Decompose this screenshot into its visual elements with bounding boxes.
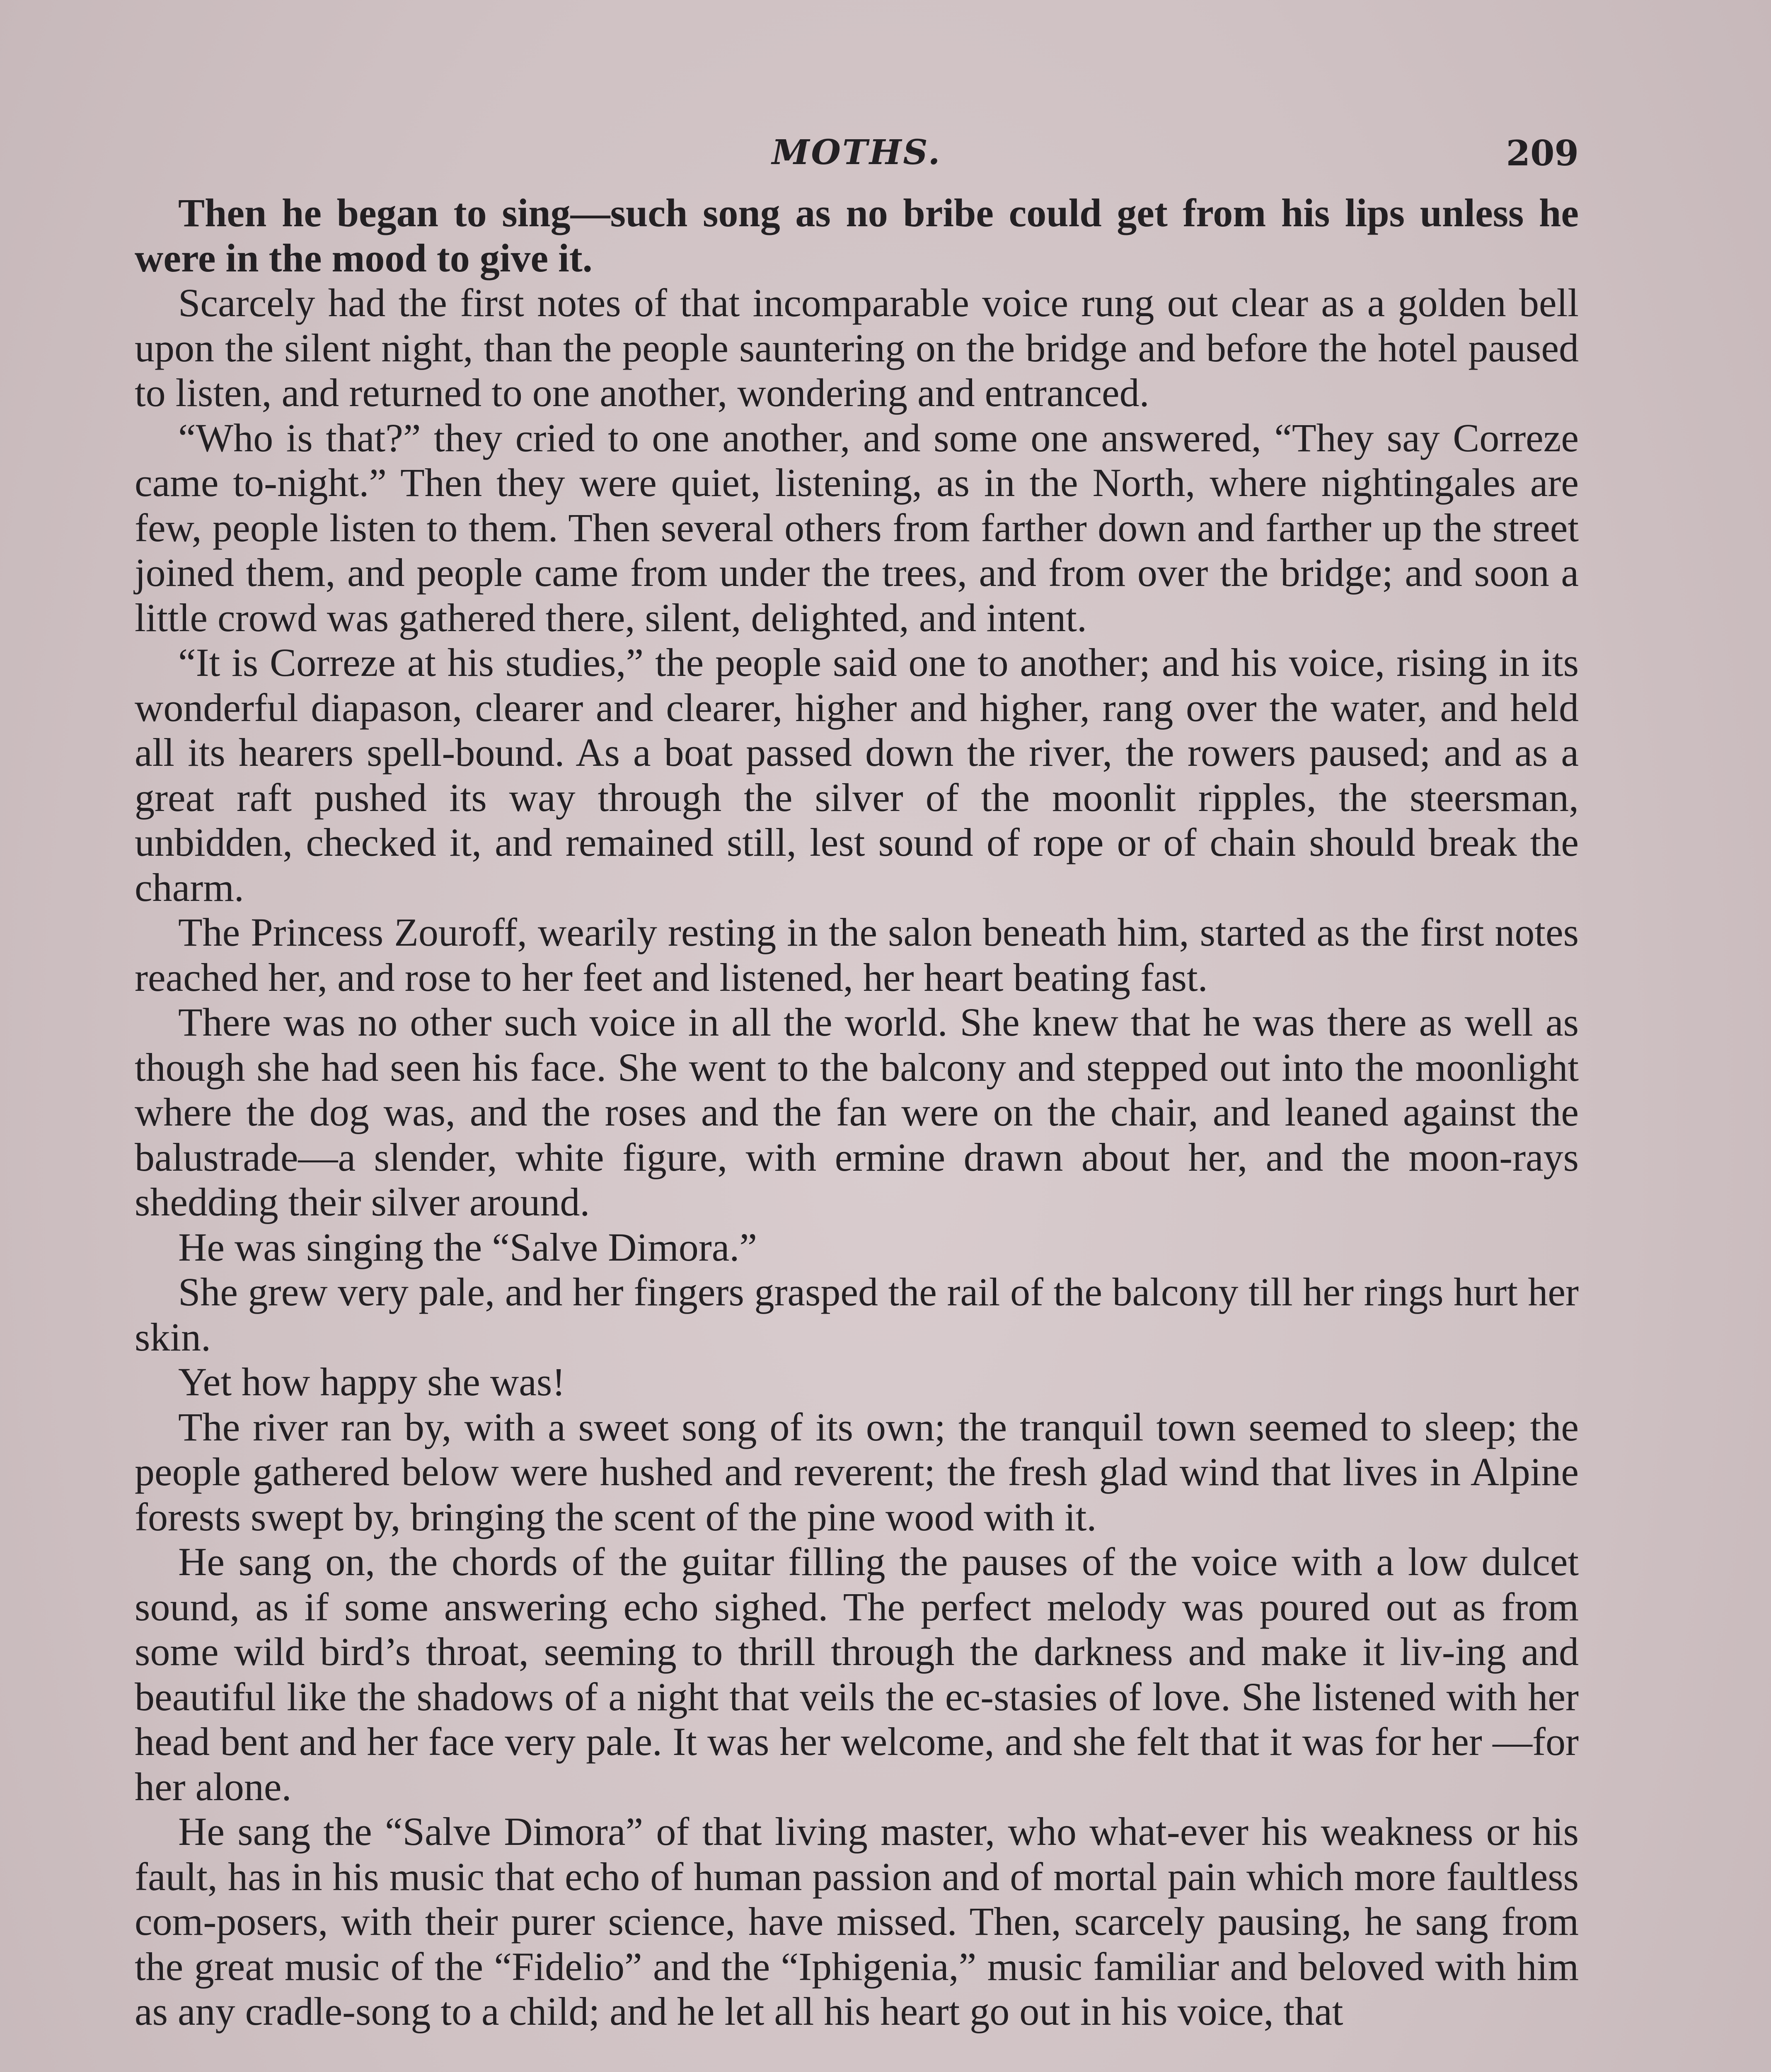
paragraph: “Who is that?” they cried to one another, and some one answered, “They say Correze came to-night.” Then they were quiet, listening, as in the North, where nightingales are few, people listen to them. Then several others from farther down and farther up the street joined them, and people came from under the trees, and from over the bridge; and soon a little crowd was gathered there, silent, delighted, and intent. xyxy=(135,415,1579,640)
page-number: 209 xyxy=(1506,133,1579,174)
page-content xyxy=(135,124,1579,2034)
paragraph: The Princess Zouroff, wearily resting in the salon beneath him, started as the first notes reached her, and rose to her feet and listened, her heart beating fast. xyxy=(135,910,1579,1000)
running-title: MOTHS. xyxy=(772,133,942,172)
paragraph: There was no other such voice in all the world. She knew that he was there as well as though she had seen his face. She went to the balcony and stepped out into the moonlight where the dog was, and the roses and the fan were on the chair, and leaned against the balustrade—a slender, white figure, with ermine drawn about her, and the moon-rays shedding their silver around. xyxy=(135,1000,1579,1224)
paragraph: She grew very pale, and her fingers grasped the rail of the balcony till her rings hurt her skin. xyxy=(135,1270,1579,1359)
paragraph: He sang the “Salve Dimora” of that living master, who what-ever his weakness or his fault, has in his music that echo of human passion and of mortal pain which more faultless com-posers, with their purer science, have missed. Then, scarcely pausing, he sang from the great music of the “Fidelio” and the “Iphigenia,” music familiar and beloved with him as any cradle-song to a child; and he let all his heart go out in his voice, that xyxy=(135,1809,1579,2033)
paragraph: Then he began to sing—such song as no bribe could get from his lips unless he were in the mood to give it. xyxy=(135,191,1579,280)
paragraph: He sang on, the chords of the guitar filling the pauses of the voice with a low dulcet sound, as if some answering echo sighed. The perfect melody was poured out as from some wild bird’s throat, seeming to thrill through the darkness and make it liv-ing and beautiful like the shadows of a night that veils the ec-stasies of love. She listened with her head bent and her face very pale. It was her welcome, and she felt that it was for her —for her alone. xyxy=(135,1539,1579,1809)
paragraph: He was singing the “Salve Dimora.” xyxy=(178,1225,757,1269)
paragraph: Scarcely had the first notes of that incomparable voice rung out clear as a golden bell upon the silent night, than the people sauntering on the bridge and before the hotel paused to listen, and returned to one another, wondering and entranced. xyxy=(135,281,1579,415)
paragraph: The river ran by, with a sweet song of its own; the tranquil town seemed to sleep; the people gathered below were hushed and reverent; the fresh glad wind that lives in Alpine forests swept by, bringing the scent of the pine wood with it. xyxy=(135,1404,1579,1539)
page-header xyxy=(135,124,1579,186)
body-text xyxy=(135,191,1579,2034)
paragraph: “It is Correze at his studies,” the people said one to another; and his voice, rising in its wonderful diapason, clearer and clearer, higher and higher, rang over the water, and held all its hearers spell-bound. As a boat passed down the river, the rowers paused; and as a great raft pushed its way through the silver of the moonlit ripples, the steersman, unbidden, checked it, and remained still, lest sound of rope or of chain should break the charm. xyxy=(135,640,1579,910)
paragraph: Yet how happy she was! xyxy=(178,1360,566,1404)
